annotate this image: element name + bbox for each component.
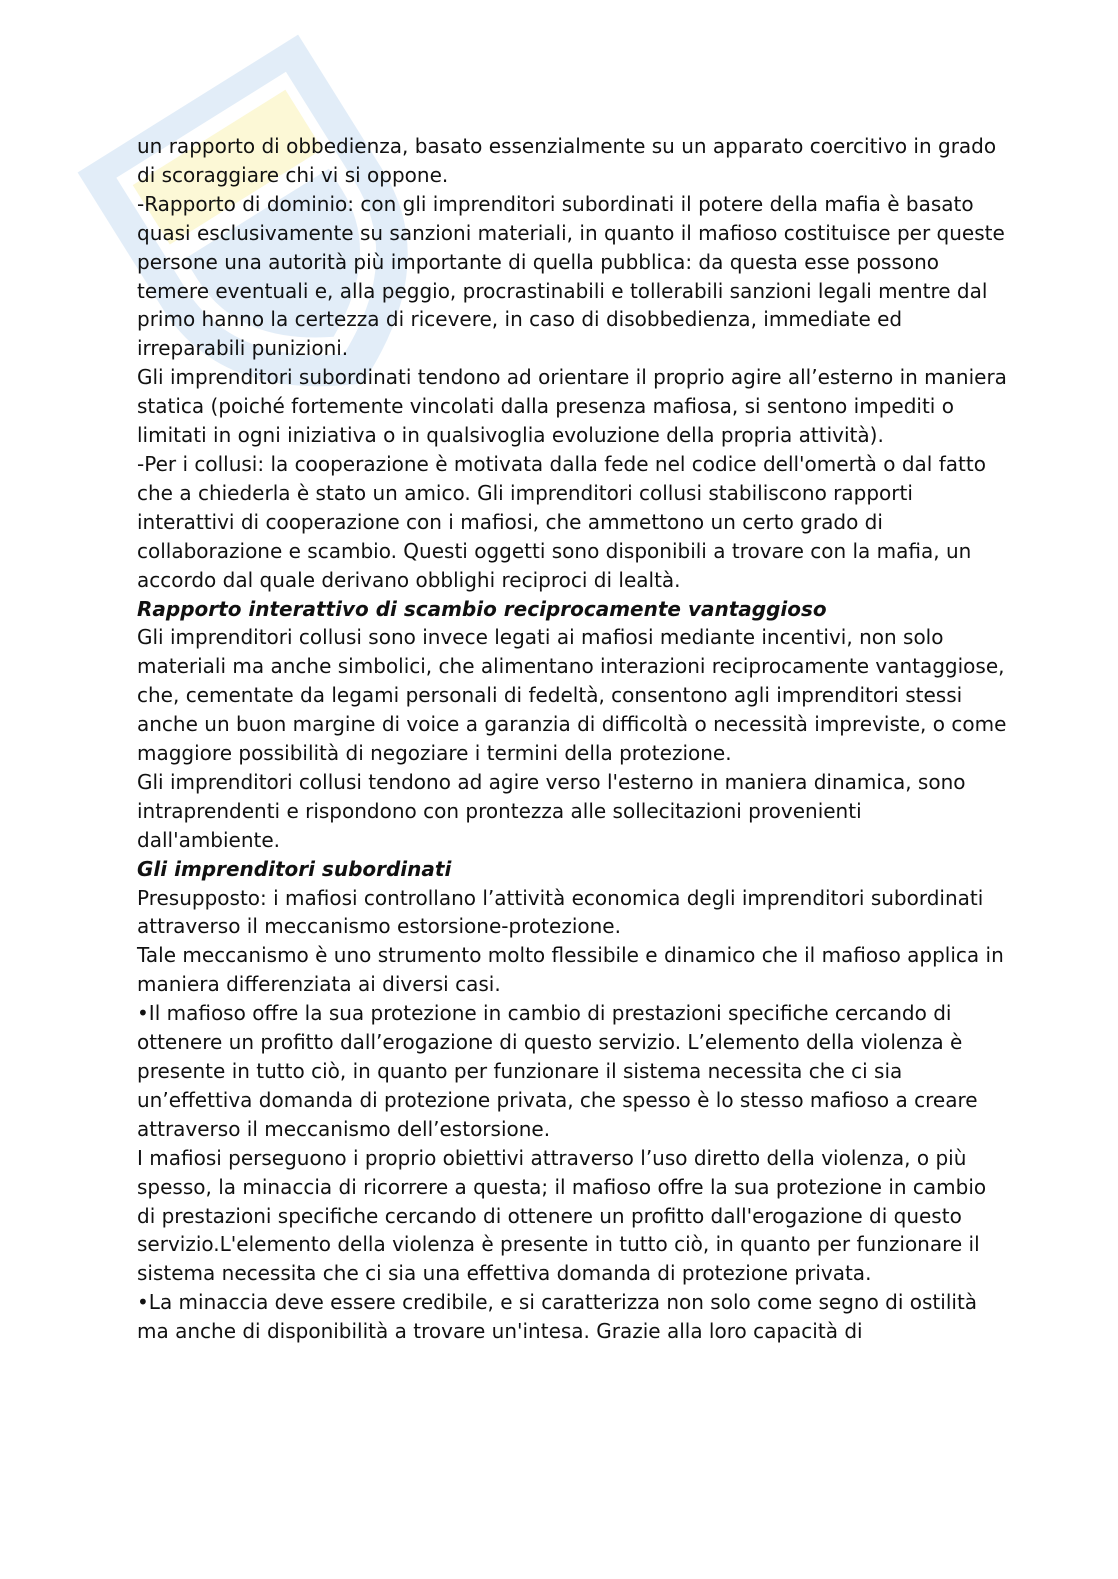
- paragraph: Gli imprenditori subordinati tendono ad orientare il proprio agire all’esterno in maniera statica (poiché fortemente vincolati dalla presenza mafiosa, si sentono impediti o limitati in ogni iniziativa o in qualsivoglia evoluzione della propria attività).: [137, 365, 1007, 448]
- paragraph: Presupposto: i mafiosi controllano l’attività economica degli imprenditori subordinati attraverso il meccanismo estorsione-protezione.: [137, 885, 984, 939]
- section-heading: Gli imprenditori subordinati: [137, 856, 452, 881]
- paragraph: -Per i collusi: la cooperazione è motivata dalla fede nel codice dell'omertà o dal fatto che a chiederla è stato un amico. Gli imprenditori collusi stabiliscono rapporti interattivi di cooperazione con i mafiosi, che ammettono un certo grado di collaborazione e scambio. Questi oggetti sono disponibili a trovare con la mafia, un accordo dal quale derivano obblighi reciproci di lealtà.: [137, 451, 986, 592]
- paragraph: I mafiosi perseguono i proprio obiettivi attraverso l’uso diretto della violenza, o più spesso, la minaccia di ricorrere a questa; il mafioso offre la sua protezione in cambio di prestazioni specifiche cercando di ottenere un profitto dall'erogazione di questo servizio.L'elemento della violenza è presente in tutto ciò, in quanto per funzionare il sistema necessita che ci sia una effettiva domanda di protezione privata.: [137, 1145, 987, 1286]
- paragraph: un rapporto di obbedienza, basato essenzialmente su un apparato coercitivo in grado di scoraggiare chi vi si oppone.: [137, 134, 997, 187]
- document-body: [137, 132, 1007, 1346]
- paragraph: •La minaccia deve essere credibile, e si caratterizza non solo come segno di ostilità ma anche di disponibilità a trovare un'intesa. Grazie alla loro capacità di: [137, 1290, 978, 1344]
- section-heading: Rapporto interattivo di scambio reciprocamente vantaggioso: [137, 596, 827, 621]
- paragraph: Tale meccanismo è uno strumento molto flessibile e dinamico che il mafioso applica in maniera differenziata ai diversi casi.: [137, 943, 1004, 997]
- paragraph: •Il mafioso offre la sua protezione in cambio di prestazioni specifiche cercando di ottenere un profitto dall’erogazione di questo servizio. L’elemento della violenza è presente in tutto ciò, in quanto per funzionare il sistema necessita che ci sia un’effettiva domanda di protezione privata, che spesso è lo stesso mafioso a creare attraverso il meccanismo dell’estorsione.: [137, 1001, 978, 1141]
- paragraph: Gli imprenditori collusi tendono ad agire verso l'esterno in maniera dinamica, sono intraprendenti e rispondono con prontezza alle sollecitazioni provenienti dall'ambiente.: [137, 769, 966, 852]
- paragraph: -Rapporto di dominio: con gli imprenditori subordinati il potere della mafia è basato quasi esclusivamente su sanzioni materiali, in quanto il mafioso costituisce per queste persone una autorità più importante di quella pubblica: da questa esse possono temere eventuali e, alla peggio, procrastinabili e tollerabili sanzioni legali mentre dal primo hanno la certezza di ricevere, in caso di disobbedienza, immediate ed irreparabili punizioni.: [137, 191, 1005, 361]
- paragraph: Gli imprenditori collusi sono invece legati ai mafiosi mediante incentivi, non solo materiali ma anche simbolici, che alimentano interazioni reciprocamente vantaggiose, che, cementate da legami personali di fedeltà, consentono agli imprenditori stessi anche un buon margine di voice a garanzia di difficoltà o necessità impreviste, o come maggiore possibilità di negoziare i termini della protezione.: [137, 625, 1007, 766]
